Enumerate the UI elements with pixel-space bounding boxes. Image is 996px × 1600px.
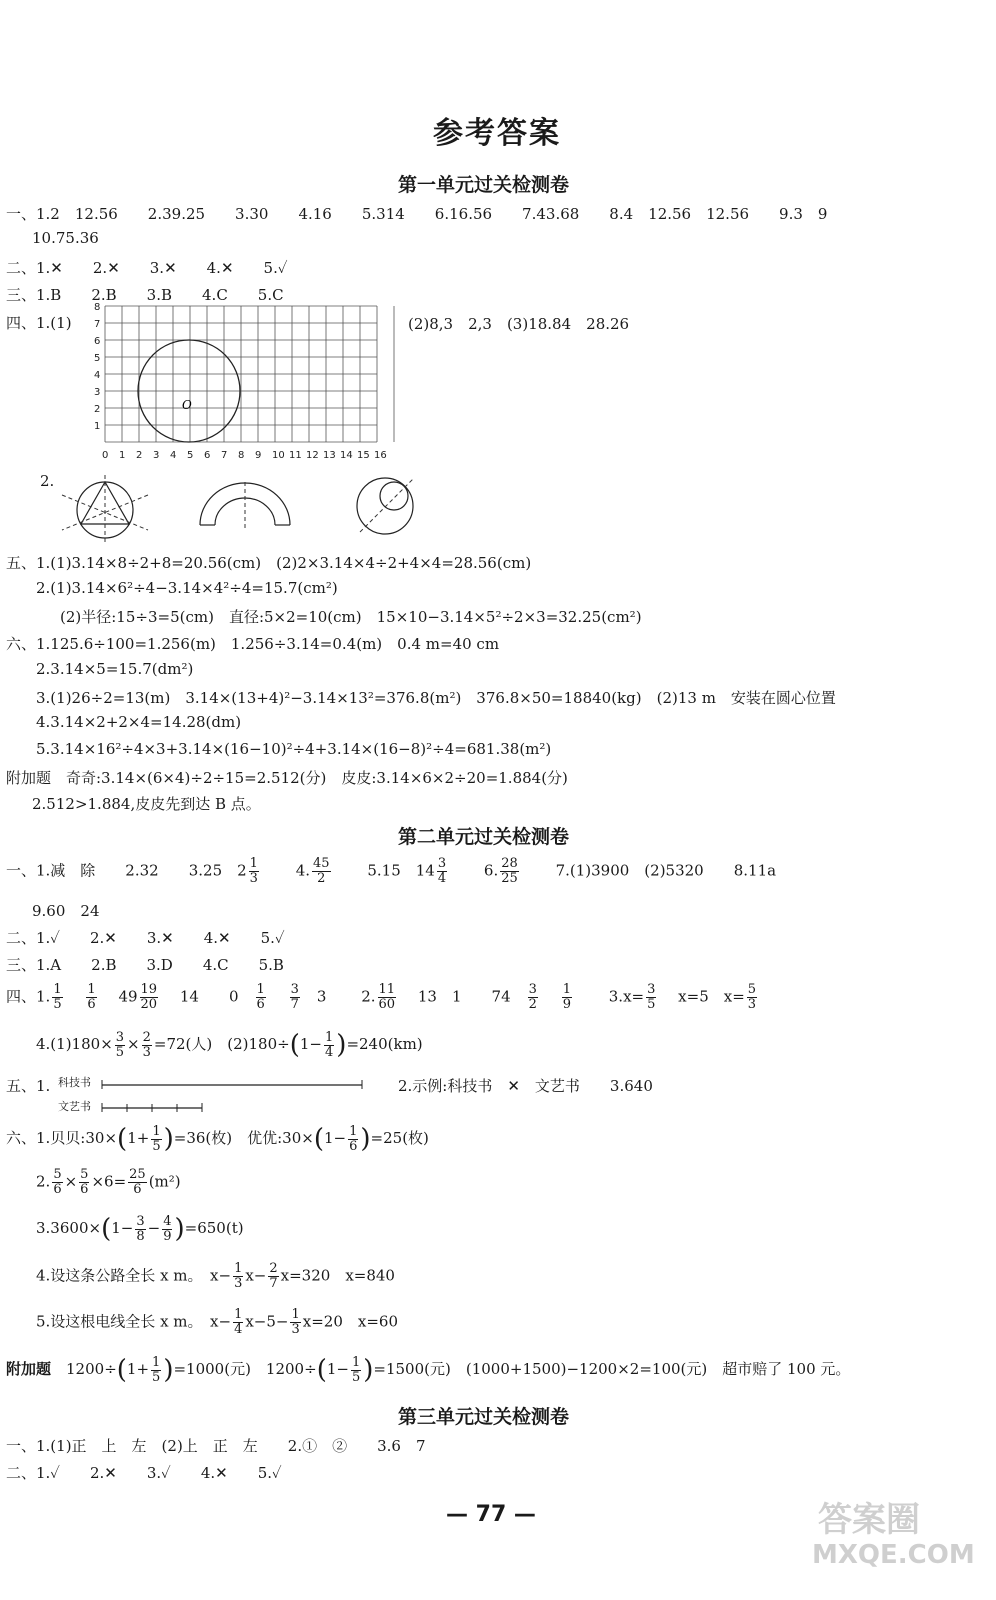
grid-x-tick: 6 — [204, 450, 211, 461]
grid-y-tick: 4 — [94, 370, 101, 381]
triangle-in-circle-figure — [60, 475, 150, 545]
u2-part3-line: 三、1.A 2.B 3.D 4.C 5.B — [6, 956, 284, 974]
grid-x-tick: 1 — [119, 450, 126, 461]
u2-part5-rest: 2.示例:科技书 ✕ 文艺书 3.640 — [398, 1077, 653, 1095]
u2-part1-q9: 9.60 24 — [32, 902, 100, 920]
u1-part1-q10: 10.75.36 — [32, 229, 99, 247]
grid-x-tick: 11 — [289, 450, 302, 461]
bar-label-keji: 科技书 — [58, 1076, 91, 1089]
u1-part3-line: 三、1.B 2.B 3.B 4.C 5.C — [6, 286, 284, 304]
grid-x-tick: 15 — [357, 450, 370, 461]
u3-part2-line: 二、1.✓ 2.✕ 3.✓ 4.✕ 5.✓ — [6, 1464, 282, 1482]
grid-y-tick: 2 — [94, 404, 101, 415]
grid-y-tick: 6 — [94, 336, 101, 347]
grid-x-tick: 2 — [136, 450, 143, 461]
grid-x-tick: 10 — [272, 450, 285, 461]
u1-part4-answers: (2)8,3 2,3 (3)18.84 28.26 — [408, 315, 630, 333]
grid-y-tick: 5 — [94, 353, 101, 364]
u2-part2-line: 二、1.✓ 2.✕ 3.✕ 4.✕ 5.✓ — [6, 929, 285, 947]
grid-x-tick: 8 — [238, 450, 245, 461]
center-point-label: O — [182, 398, 192, 412]
u1-part5-q2b: (2)半径:15÷3=5(cm) 直径:5×2=10(cm) 15×10−3.14×5²÷2×3=32.25(cm²) — [60, 608, 642, 626]
u1-part4-label: 四、1.(1) — [6, 314, 72, 332]
u1-part5-q2a: 2.(1)3.14×6²÷4−3.14×4²÷4=15.7(cm²) — [36, 579, 338, 597]
section-title-unit2: 第二单元过关检测卷 — [398, 826, 570, 848]
grid-x-tick: 4 — [170, 450, 177, 461]
grid-x-tick: 12 — [306, 450, 319, 461]
semicircle-figure — [195, 480, 295, 530]
page-title: 参考答案 — [433, 116, 561, 151]
u2-bonus-line: 附加题 1200÷(1+ $\frac{1}{5}$ )=1000(元) 1200÷(1− $\frac{1}{5}$ )=1500(元) (1000+1500)−1200×2=100(元) 超市赔了 100 元。 — [6, 1354, 851, 1385]
page-number: — 77 — — [446, 1502, 536, 1527]
watermark-url: MXQE.COM — [812, 1540, 975, 1570]
segment-diagram — [100, 1075, 365, 1115]
u2-part6-q2: 2. $\frac{5}{6}$ × $\frac{5}{6}$ ×6= $\frac{25}{6}$ (m²) — [36, 1167, 181, 1197]
grid-x-tick: 13 — [323, 450, 336, 461]
grid-x-tick: 16 — [374, 450, 387, 461]
grid-x-tick: 0 — [102, 450, 109, 461]
section-title-unit1: 第一单元过关检测卷 — [398, 174, 570, 196]
u2-part6-q1: 六、1.贝贝:30×(1+ $\frac{1}{5}$ )=36(枚) 优优:30×(1− $\frac{1}{6}$ )=25(枚) — [6, 1123, 429, 1154]
circles-figure — [352, 474, 422, 539]
bar-label-wenyi: 文艺书 — [58, 1100, 91, 1113]
grid-y-tick: 7 — [94, 319, 101, 330]
u2-part4-q4: 4.(1)180× $\frac{3}{5}$ × $\frac{2}{3}$ =72(人) (2)180÷(1− $\frac{1}{4}$ )=240(km) — [36, 1029, 423, 1060]
section-title-unit3: 第三单元过关检测卷 — [398, 1406, 570, 1428]
grid-x-tick: 5 — [187, 450, 194, 461]
grid-x-tick: 3 — [153, 450, 160, 461]
u1-part6-q5: 5.3.14×16²÷4×3+3.14×(16−10)²÷4+3.14×(16−8)²÷4=681.38(m²) — [36, 740, 552, 758]
u3-part1-line: 一、1.(1)正 上 左 (2)上 正 左 2.① ② 3.6 7 — [6, 1437, 426, 1455]
u2-part6-q3: 3.3600×(1− $\frac{3}{8}$ − $\frac{4}{9}$ )=650(t) — [36, 1213, 244, 1244]
grid-y-tick: 1 — [94, 421, 101, 432]
u2-part6-q5: 5.设这根电线全长 x m。 x− $\frac{1}{4}$ x−5− $\frac{1}{3}$ x=20 x=60 — [36, 1307, 398, 1337]
u1-part6-q4: 4.3.14×2+2×4=14.28(dm) — [36, 713, 242, 731]
u2-part6-q4: 4.设这条公路全长 x m。 x− $\frac{1}{3}$ x− $\frac{2}{7}$ x=320 x=840 — [36, 1261, 395, 1291]
grid-y-tick: 3 — [94, 387, 101, 398]
grid-y-tick: 8 — [94, 302, 101, 313]
u1-part2-line: 二、1.✕ 2.✕ 3.✕ 4.✕ 5.✓ — [6, 259, 288, 277]
u1-bonus-line1: 附加题 奇奇:3.14×(6×4)÷2÷15=2.512(分) 皮皮:3.14×6×2÷20=1.884(分) — [6, 769, 568, 787]
u1-part1-line: 一、1.2 12.56 2.39.25 3.30 4.16 5.314 6.16.56 7.43.68 8.4 12.56 12.56 9.3 9 — [6, 205, 828, 223]
u2-part5-label: 五、1. — [6, 1077, 51, 1095]
grid-x-tick: 9 — [255, 450, 262, 461]
u1-bonus-line2: 2.512>1.884,皮皮先到达 B 点。 — [32, 795, 261, 813]
grid-x-tick: 7 — [221, 450, 228, 461]
u2-part4-line: 四、1. $\frac{1}{5}$ $\frac{1}{6}$ 49 $\frac{19}{20}$ 14 0 $\frac{1}{6}$ $\frac{3}{7}$ 3 2. $\frac{11}{60}$ 13 1 74 $\frac{3}{2}$ $\frac{1}{9}$ 3.x= $\frac{3}{5}$ x=5 x= $\frac{5}{3}$ — [6, 982, 757, 1012]
grid-figure — [88, 302, 388, 465]
watermark-logo: 答案圈 — [818, 1500, 920, 1540]
u2-part1-line: 一、1.减 除 2.32 3.25 2 $\frac{1}{3}$ 4. $\frac{45}{2}$ 5.15 14 $\frac{3}{4}$ 6. $\frac{28}{25}$ 7.(1)3900 (2)5320 8.11a — [6, 856, 777, 886]
grid-x-tick: 14 — [340, 450, 353, 461]
u1-part6-q3: 3.(1)26÷2=13(m) 3.14×(13+4)²−3.14×13²=376.8(m²) 376.8×50=18840(kg) (2)13 m 安装在圆心位置 — [36, 689, 836, 707]
u1-part4-q2-label: 2. — [40, 472, 55, 490]
u1-part5-q1: 五、1.(1)3.14×8÷2+8=20.56(cm) (2)2×3.14×4÷2+4×4=28.56(cm) — [6, 554, 532, 572]
u1-part6-q2: 2.3.14×5=15.7(dm²) — [36, 660, 194, 678]
u1-part6-q1: 六、1.125.6÷100=1.256(m) 1.256÷3.14=0.4(m) 0.4 m=40 cm — [6, 635, 500, 653]
